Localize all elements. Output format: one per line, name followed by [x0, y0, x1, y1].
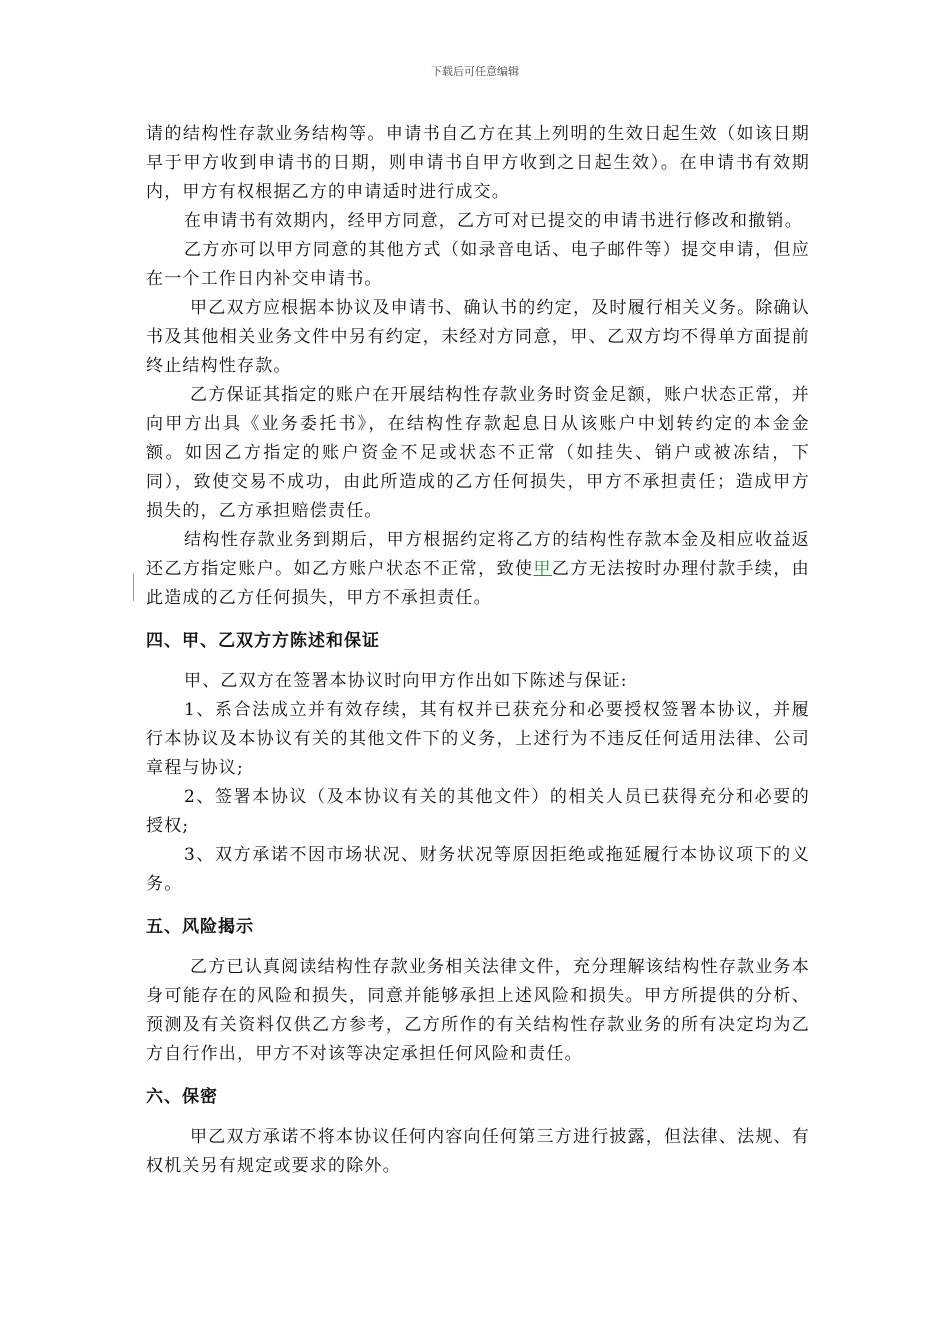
paragraph-maturity-part1: 结构性存款业务到期后，甲方根据约定将乙方的结构性存款本金及相应收益返还乙方指定账户。如乙方账户状态不正常，致使 [146, 530, 810, 579]
section-heading-risk: 五、风险揭示 [146, 917, 254, 937]
section4-item-3: 3、双方承诺不因市场状况、财务状况等原因拒绝或拖延履行本协议项下的义务。 [146, 845, 810, 894]
section5-body: 乙方已认真阅读结构性存款业务相关法律文件，充分理解该结构性存款业务本身可能存在的风险和损失，同意并能够承担上述风险和损失。甲方所提供的分析、预测及有关资料仅供乙方参考，乙方所作的有关结构性存款业务的所有决定均为乙方自行作出，甲方不对该等决定承担任何风险和责任。 [146, 957, 810, 1064]
section-heading-representations: 四、甲、乙双方方陈述和保证 [146, 631, 380, 651]
document-body [146, 120, 810, 1181]
section-heading-confidentiality: 六、保密 [146, 1087, 218, 1107]
paragraph-account-guarantee: 乙方保证其指定的账户在开展结构性存款业务时资金足额，账户状态正常，并向甲方出具《业务委托书》，在结构性存款起息日从该账户中划转约定的本金金额。如因乙方指定的账户资金不足或状态不正常（如挂失、销户或被冻结，下同），致使交易不成功，由此所造成的乙方任何损失，甲方不承担责任；造成甲方损失的，乙方承担赔偿责任。 [146, 385, 810, 521]
text-cursor-bar [133, 573, 134, 601]
section4-intro: 甲、乙双方在签署本协议时向甲方作出如下陈述与保证: [184, 671, 628, 691]
paragraph-maturity [146, 526, 810, 613]
paragraph-application-modify: 在申请书有效期内，经甲方同意，乙方可对已提交的申请书进行修改和撤销。 [184, 211, 803, 231]
section4-item-2: 2、签署本协议（及本协议有关的其他文件）的相关人员已获得充分和必要的授权; [146, 787, 810, 836]
paragraph-application-effective: 请的结构性存款业务结构等。申请书自乙方在其上列明的生效日起生效（如该日期早于甲方收到申请书的日期，则申请书自甲方收到之日起生效）。在申请书有效期内，甲方有权根据乙方的申请适时进行成交。 [146, 124, 810, 202]
section6-body: 甲乙双方承诺不将本协议任何内容向任何第三方进行披露，但法律、法规、有权机关另有规定或要求的除外。 [146, 1127, 810, 1176]
paragraph-maturity-part2: 乙方无法按时办理付款手续，由此造成的乙方任何损失，甲方不承担责任。 [146, 559, 810, 608]
page-header-note: 下载后可任意编辑 [431, 65, 519, 78]
paragraph-obligations: 甲乙双方应根据本协议及申请书、确认书的约定，及时履行相关义务。除确认书及其他相关业务文件中另有约定，未经对方同意，甲、乙双方均不得单方面提前终止结构性存款。 [146, 298, 810, 376]
paragraph-application-other-methods: 乙方亦可以甲方同意的其他方式（如录音电话、电子邮件等）提交申请，但应在一个工作日内补交申请书。 [146, 240, 810, 289]
section4-item-1: 1、系合法成立并有效存续，其有权并已获充分和必要授权签署本协议，并履行本协议及本协议有关的其他文件下的义务，上述行为不违反任何适用法律、公司章程与协议; [146, 700, 810, 778]
tracked-change-mark: 甲 [533, 559, 552, 579]
